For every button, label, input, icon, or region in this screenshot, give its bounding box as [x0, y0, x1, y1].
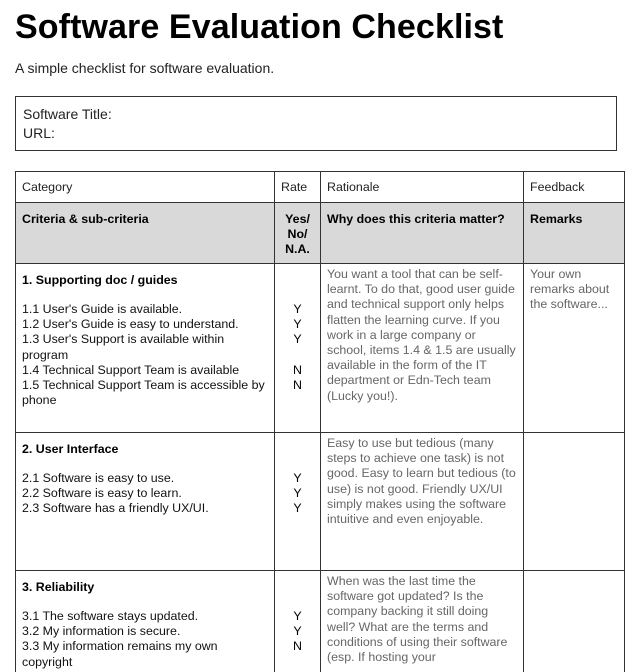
criteria-item: 3.1 The software stays updated. [22, 609, 199, 623]
subheader-rationale: Why does this criteria matter? [321, 203, 524, 264]
section-rate-cell [275, 571, 321, 672]
criteria-item: 2.3 Software has a friendly UX/UI. [22, 501, 209, 516]
section-criteria-cell [16, 433, 275, 571]
criteria-item: 1.5 Technical Support Team is accessible by phone [22, 378, 265, 408]
rate-value: Y [293, 501, 302, 516]
section-rate-cell [275, 264, 321, 433]
table-header-row [16, 172, 625, 203]
criteria-item: 1.2 User's Guide is easy to understand. [22, 317, 239, 332]
criteria-item: 3.3 My information remains my own copyright [22, 639, 218, 669]
section-title: 1. Supporting doc / guides [22, 273, 178, 287]
section-rationale: You want a tool that can be self-learnt. To do that, good user guide and technical support only helps flatten the learning curve. If you work in a large company or school, items 1.4 & 1.5 are usually available in the form of the IT department or Edn-Tech team (Lucky you!). [321, 264, 524, 433]
section-title: 2. User Interface [22, 442, 119, 456]
rate-value: Y [293, 302, 302, 316]
table-row [16, 571, 625, 672]
table-row [16, 433, 625, 571]
header-category: Category [16, 172, 275, 203]
rate-value: Y [293, 317, 302, 332]
header-rationale: Rationale [321, 172, 524, 203]
section-rate-cell [275, 433, 321, 571]
criteria-item: 3.2 My information is secure. [22, 624, 181, 639]
section-criteria-cell [16, 264, 275, 433]
page-title: Software Evaluation Checklist [15, 8, 504, 46]
section-rationale: Easy to use but tedious (many steps to achieve one task) is not good. Easy to learn but tedious (to use) is not good. Friendly UX/UI simply makes using the software intuitive and even enjoyable. [321, 433, 524, 571]
rate-value: Y [293, 332, 302, 347]
subheader-rate: Yes/ No/ N.A. [275, 203, 321, 264]
criteria-item: 1.4 Technical Support Team is available [22, 362, 240, 377]
subheader-remarks: Remarks [524, 203, 625, 264]
url-label: URL: [23, 125, 55, 141]
table-row [16, 264, 625, 433]
section-title: 3. Reliability [22, 580, 95, 594]
software-title-label: Software Title: [23, 106, 112, 122]
header-feedback: Feedback [524, 172, 625, 203]
section-rationale: When was the last time the software got updated? Is the company backing it still doing well? What are the terms and conditions of using their software (esp. If hosting your [321, 571, 524, 672]
rate-value: Y [293, 486, 302, 501]
criteria-item: 2.1 Software is easy to use. [22, 471, 175, 485]
rate-value: Y [293, 609, 302, 623]
evaluation-table [15, 171, 625, 672]
rate-value: Y [293, 471, 302, 485]
rate-value: N [293, 362, 302, 377]
criteria-item: 1.1 User's Guide is available. [22, 302, 183, 316]
rate-value: Y [293, 624, 302, 639]
section-feedback: Your own remarks about the software... [524, 264, 625, 433]
subheader-criteria: Criteria & sub-criteria [16, 203, 275, 264]
table-subheader-row [16, 203, 625, 264]
page-subtitle: A simple checklist for software evaluation. [15, 60, 275, 76]
section-feedback [524, 571, 625, 672]
criteria-item: 2.2 Software is easy to learn. [22, 486, 182, 501]
section-criteria-cell [16, 571, 275, 672]
rate-value: N [293, 639, 302, 654]
software-info-box [15, 96, 617, 151]
rate-value: N [293, 377, 302, 392]
criteria-item: 1.3 User's Support is available within program [22, 332, 225, 362]
section-feedback [524, 433, 625, 571]
header-rate: Rate [275, 172, 321, 203]
